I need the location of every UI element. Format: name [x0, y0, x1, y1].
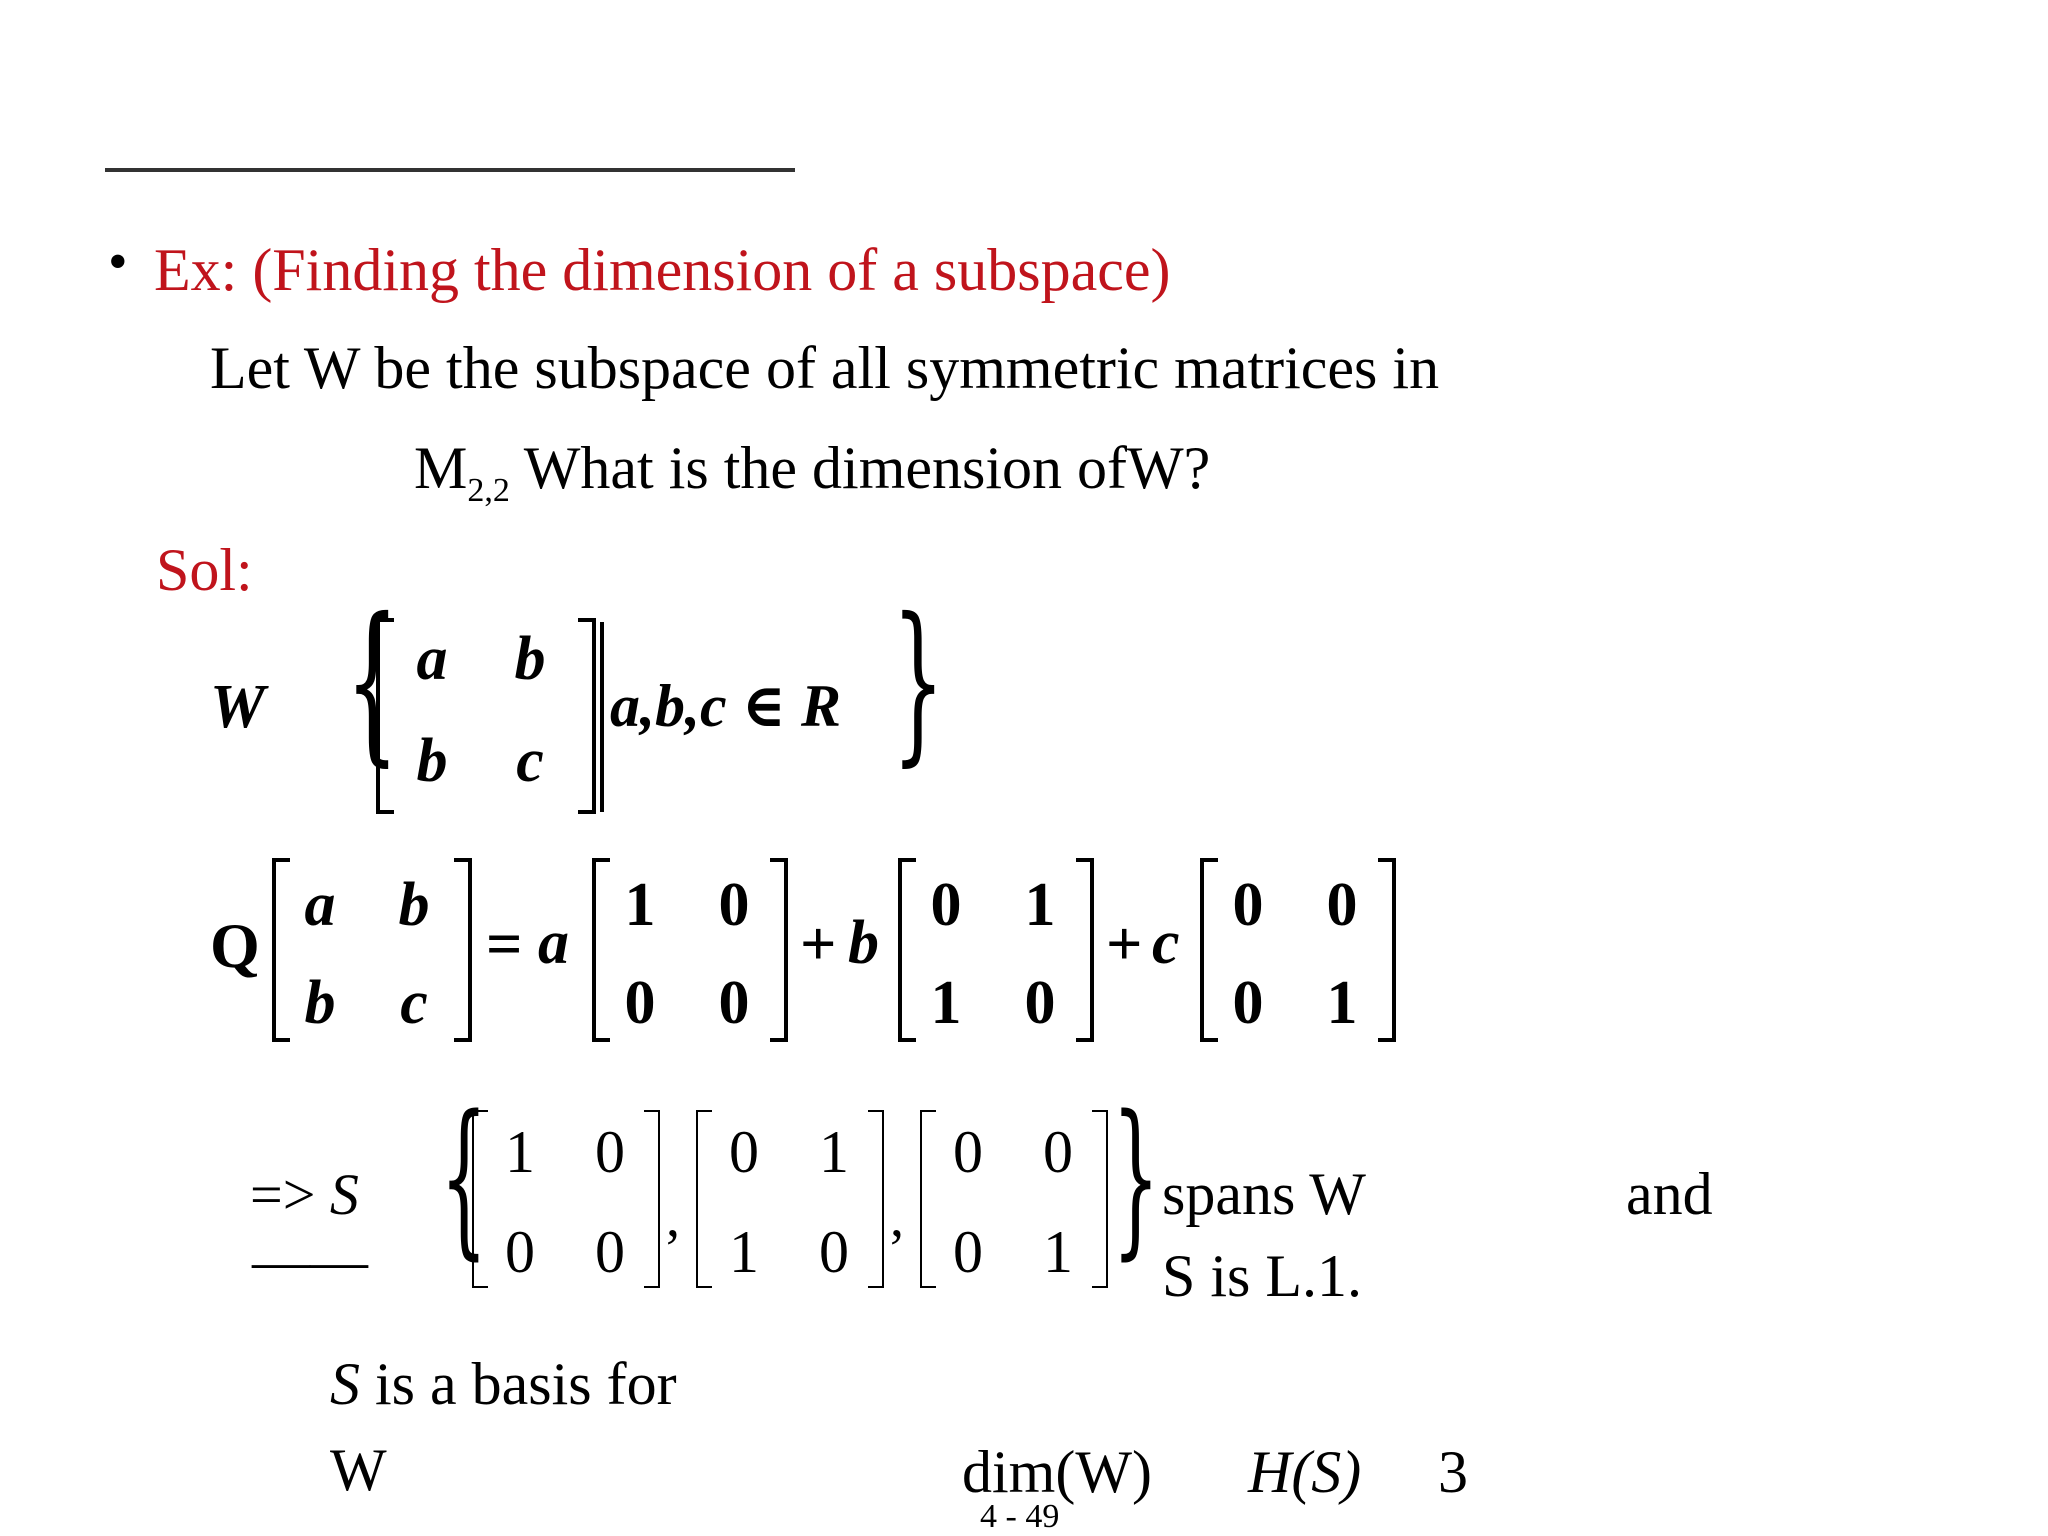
basis-text: is a basis for	[360, 1351, 677, 1417]
eq3-m1-11: 1	[505, 1119, 535, 1185]
eq1-matrix	[376, 618, 596, 814]
eq2-matrix-3	[1200, 858, 1396, 1042]
eq3-comma-1: ,	[666, 1187, 680, 1249]
eq2-plus-b: +	[800, 908, 837, 979]
eq2-m2-11: 0	[930, 871, 962, 939]
eq3-left-brace: {	[440, 1080, 488, 1276]
eq2-equals: =	[486, 908, 523, 979]
title-underline	[105, 168, 795, 172]
problem-line-1: Let W be the subspace of all symmetric matrices in	[210, 335, 1440, 401]
and-word: and	[1626, 1161, 1713, 1227]
eq2-matrix-1	[592, 858, 788, 1042]
eq1-m21: b	[416, 727, 448, 795]
linearly-independent: S is L.1.	[1162, 1243, 1363, 1309]
eq3-m2-11: 0	[729, 1119, 759, 1185]
spans-w: spans W	[1162, 1161, 1366, 1227]
eq1-lhs: W	[210, 673, 266, 741]
eq3-m3-11: 0	[953, 1119, 983, 1185]
eq2-m11: a	[304, 871, 336, 939]
eq2-coef-a: a	[538, 909, 569, 977]
eq1-m22: c	[516, 727, 544, 795]
eq3-m2-21: 1	[729, 1219, 759, 1285]
eq3-m3-22: 1	[1043, 1219, 1073, 1285]
eq3-m1-12: 0	[595, 1119, 625, 1185]
eq3-m1-21: 0	[505, 1219, 535, 1285]
eq2-coef-c: c	[1152, 909, 1180, 977]
implies-line	[250, 1162, 359, 1227]
count-hs: H(S)	[1248, 1439, 1362, 1505]
eq2-m1-22: 0	[718, 969, 750, 1037]
eq2-m3-12: 0	[1326, 871, 1358, 939]
set-s: S	[329, 1162, 359, 1227]
eq2-lhs: Q	[210, 910, 260, 981]
bullet: •	[108, 231, 128, 293]
eq2-m2-22: 0	[1024, 969, 1056, 1037]
basis-set-s: S	[330, 1351, 360, 1417]
eq1-condition: a,b,c ∈ R	[610, 673, 842, 739]
eq3-matrix-3	[920, 1110, 1108, 1288]
eq1-right-brace: }	[892, 582, 945, 783]
eq2-m12: b	[398, 871, 430, 939]
eq1-left-brace: {	[346, 582, 399, 783]
dim-value: 3	[1438, 1439, 1468, 1505]
eq3-m1-22: 0	[595, 1219, 625, 1285]
eq2-m3-21: 0	[1232, 969, 1264, 1037]
eq2-coef-b: b	[848, 909, 879, 977]
eq3-m2-22: 0	[819, 1219, 849, 1285]
eq2-m3-11: 0	[1232, 871, 1264, 939]
eq3-m3-21: 0	[953, 1219, 983, 1285]
basis-w: W	[330, 1437, 387, 1503]
eq2-m1-21: 0	[624, 969, 656, 1037]
dim-w: dim(W)	[962, 1439, 1152, 1505]
eq3-m3-12: 0	[1043, 1119, 1073, 1185]
eq2-m1-12: 0	[718, 871, 750, 939]
problem-line-2: $M_{2,2}$ What is the dimension ofW?	[414, 435, 1211, 509]
eq2-m21: b	[304, 969, 336, 1037]
implies-dash: ——	[252, 1228, 368, 1293]
implies-arrow: =>	[250, 1162, 316, 1227]
such-that-bar	[600, 622, 604, 812]
eq3-matrix-1	[472, 1110, 660, 1288]
eq2-plus-c: +	[1106, 908, 1143, 979]
page-number: 4 - 49	[980, 1498, 1060, 1535]
eq1-m12: b	[514, 625, 546, 693]
eq3-comma-2: ,	[890, 1187, 904, 1249]
eq2-m2-21: 1	[930, 969, 962, 1037]
example-heading: Ex: (Finding the dimension of a subspace)	[154, 237, 1171, 303]
eq2-m22: c	[400, 969, 428, 1037]
basis-statement	[330, 1351, 677, 1417]
eq1-m11: a	[416, 625, 448, 693]
eq3-right-brace: }	[1112, 1080, 1160, 1276]
eq2-matrix-abc	[272, 858, 472, 1042]
eq2-m2-12: 1	[1024, 871, 1056, 939]
solution-label: Sol:	[156, 537, 253, 603]
eq3-m2-12: 1	[819, 1119, 849, 1185]
eq2-m1-11: 1	[624, 871, 656, 939]
eq2-m3-22: 1	[1326, 969, 1358, 1037]
eq3-matrix-2	[696, 1110, 884, 1288]
eq2-matrix-2	[898, 858, 1094, 1042]
